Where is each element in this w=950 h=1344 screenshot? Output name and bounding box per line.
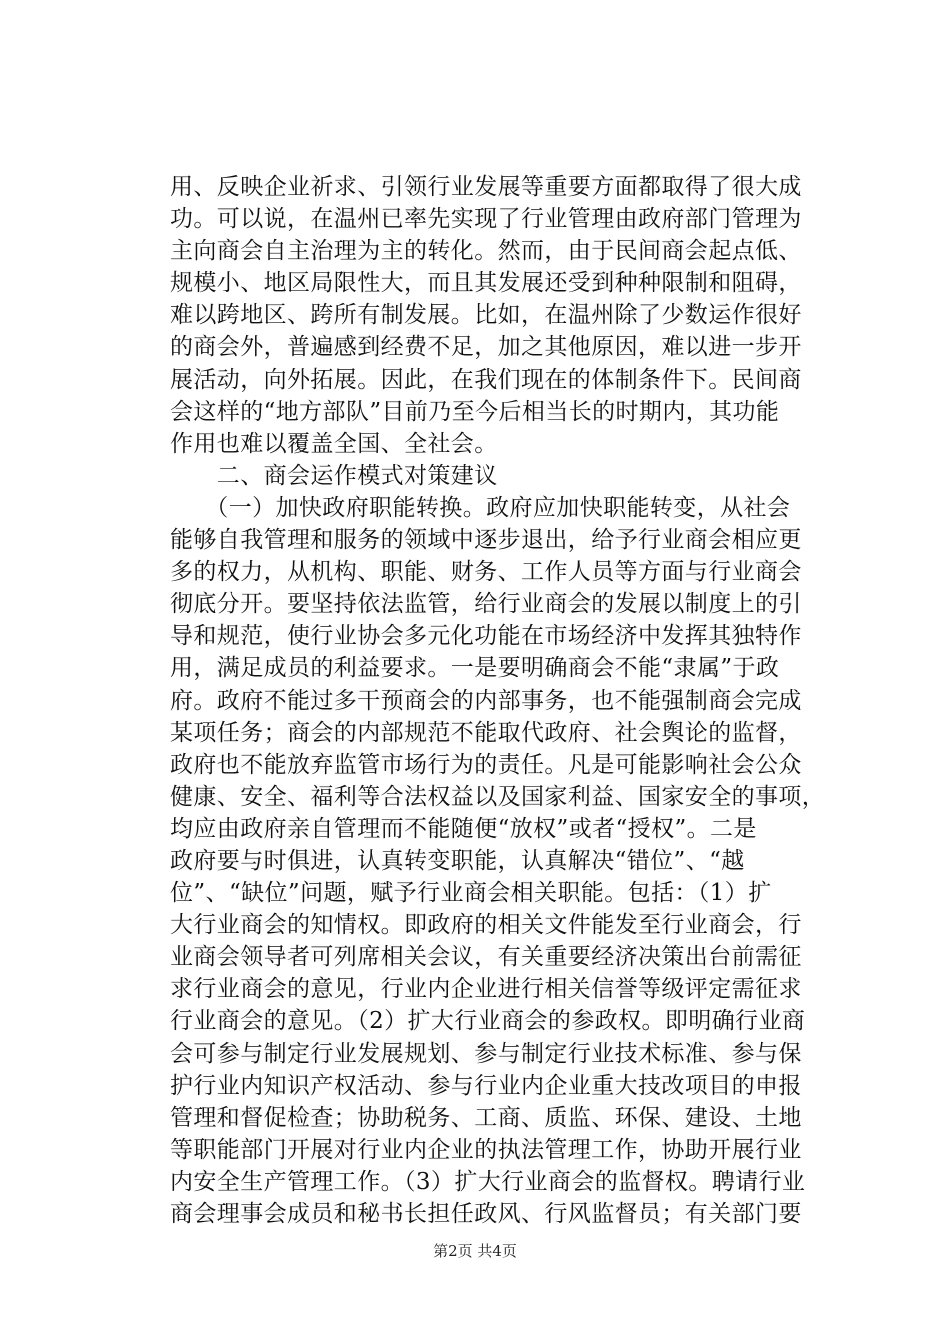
body-text — [170, 171, 830, 1230]
text-line: 难以跨地区、跨所有制发展。比如，在温州除了少数运作很好 — [170, 302, 802, 329]
text-line: 规模小、地区局限性大，而且其发展还受到种种限制和阻碍， — [170, 270, 802, 297]
text-line: 多的权力，从机构、职能、财务、工作人员等方面与行业商会 — [170, 559, 802, 586]
text-line: 展活动，向外拓展。因此，在我们现在的体制条件下。民间商 — [170, 366, 802, 393]
text-line: 用，满足成员的利益要求。一是要明确商会不能“隶属”于政 — [170, 655, 780, 682]
text-line: 商会理事会成员和秘书长担任政风、行风监督员；有关部门要 — [170, 1201, 802, 1227]
text-line: 等职能部门开展对行业内企业的执法管理工作，协助开展行业 — [170, 1136, 802, 1163]
text-line: 主向商会自主治理为主的转化。然而，由于民间商会起点低、 — [170, 238, 802, 265]
page-number: 第2页 共4页 — [433, 1242, 517, 1260]
text-line: 政府也不能放弃监管市场行为的责任。凡是可能影响社会公众 — [170, 751, 802, 778]
text-line: 业商会领导者可列席相关会议，有关重要经济决策出台前需征 — [170, 944, 802, 971]
text-line: 大行业商会的知情权。即政府的相关文件能发至行业商会，行 — [170, 912, 802, 939]
text-line: 会可参与制定行业发展规划、参与制定行业技术标准、参与保 — [170, 1040, 802, 1067]
page-footer — [0, 1240, 950, 1261]
text-line: （一）加快政府职能转换。政府应加快职能转变，从社会 — [170, 494, 791, 521]
text-line: 二、商会运作模式对策建议 — [170, 462, 498, 489]
text-line: 的商会外，普遍感到经费不足，加之其他原因，难以进一步开 — [170, 334, 802, 361]
text-line: 导和规范，使行业协会多元化功能在市场经济中发挥其独特作 — [170, 623, 802, 650]
text-line: 护行业内知识产权活动、参与行业内企业重大技改项目的申报 — [170, 1072, 802, 1099]
text-line: 求行业商会的意见，行业内企业进行相关信誉等级评定需征求 — [170, 976, 802, 1003]
text-line: 会这样的“地方部队”目前乃至今后相当长的时期内，其功能 — [170, 398, 780, 425]
text-line: 内安全生产管理工作。（3）扩大行业商会的监督权。聘请行业 — [170, 1168, 806, 1195]
text-line: 府。政府不能过多干预商会的内部事务，也不能强制商会完成 — [170, 687, 802, 714]
text-line: 作用也难以覆盖全国、全社会。 — [170, 430, 498, 457]
text-line: 行业商会的意见。（2）扩大行业商会的参政权。即明确行业商 — [170, 1008, 806, 1035]
text-line: 位”、“缺位”问题，赋予行业商会相关职能。包括：（1）扩 — [170, 880, 772, 907]
text-line: 功。可以说，在温州已率先实现了行业管理由政府部门管理为 — [170, 206, 802, 233]
text-line: 某项任务；商会的内部规范不能取代政府、社会舆论的监督， — [170, 719, 802, 746]
text-line: 均应由政府亲自管理而不能随便“放权”或者“授权”。二是 — [170, 815, 757, 842]
text-line: 政府要与时俱进，认真转变职能，认真解决“错位”、“越 — [170, 847, 745, 874]
text-line: 管理和督促检查；协助税务、工商、质监、环保、建设、土地 — [170, 1104, 802, 1131]
text-line: 用、反映企业祈求、引领行业发展等重要方面都取得了很大成 — [170, 174, 802, 200]
text-line: 彻底分开。要坚持依法监管，给行业商会的发展以制度上的引 — [170, 591, 802, 618]
text-line: 能够自我管理和服务的领域中逐步退出，给予行业商会相应更 — [170, 527, 802, 554]
text-line: 健康、安全、福利等合法权益以及国家利益、国家安全的事项， — [170, 783, 826, 810]
